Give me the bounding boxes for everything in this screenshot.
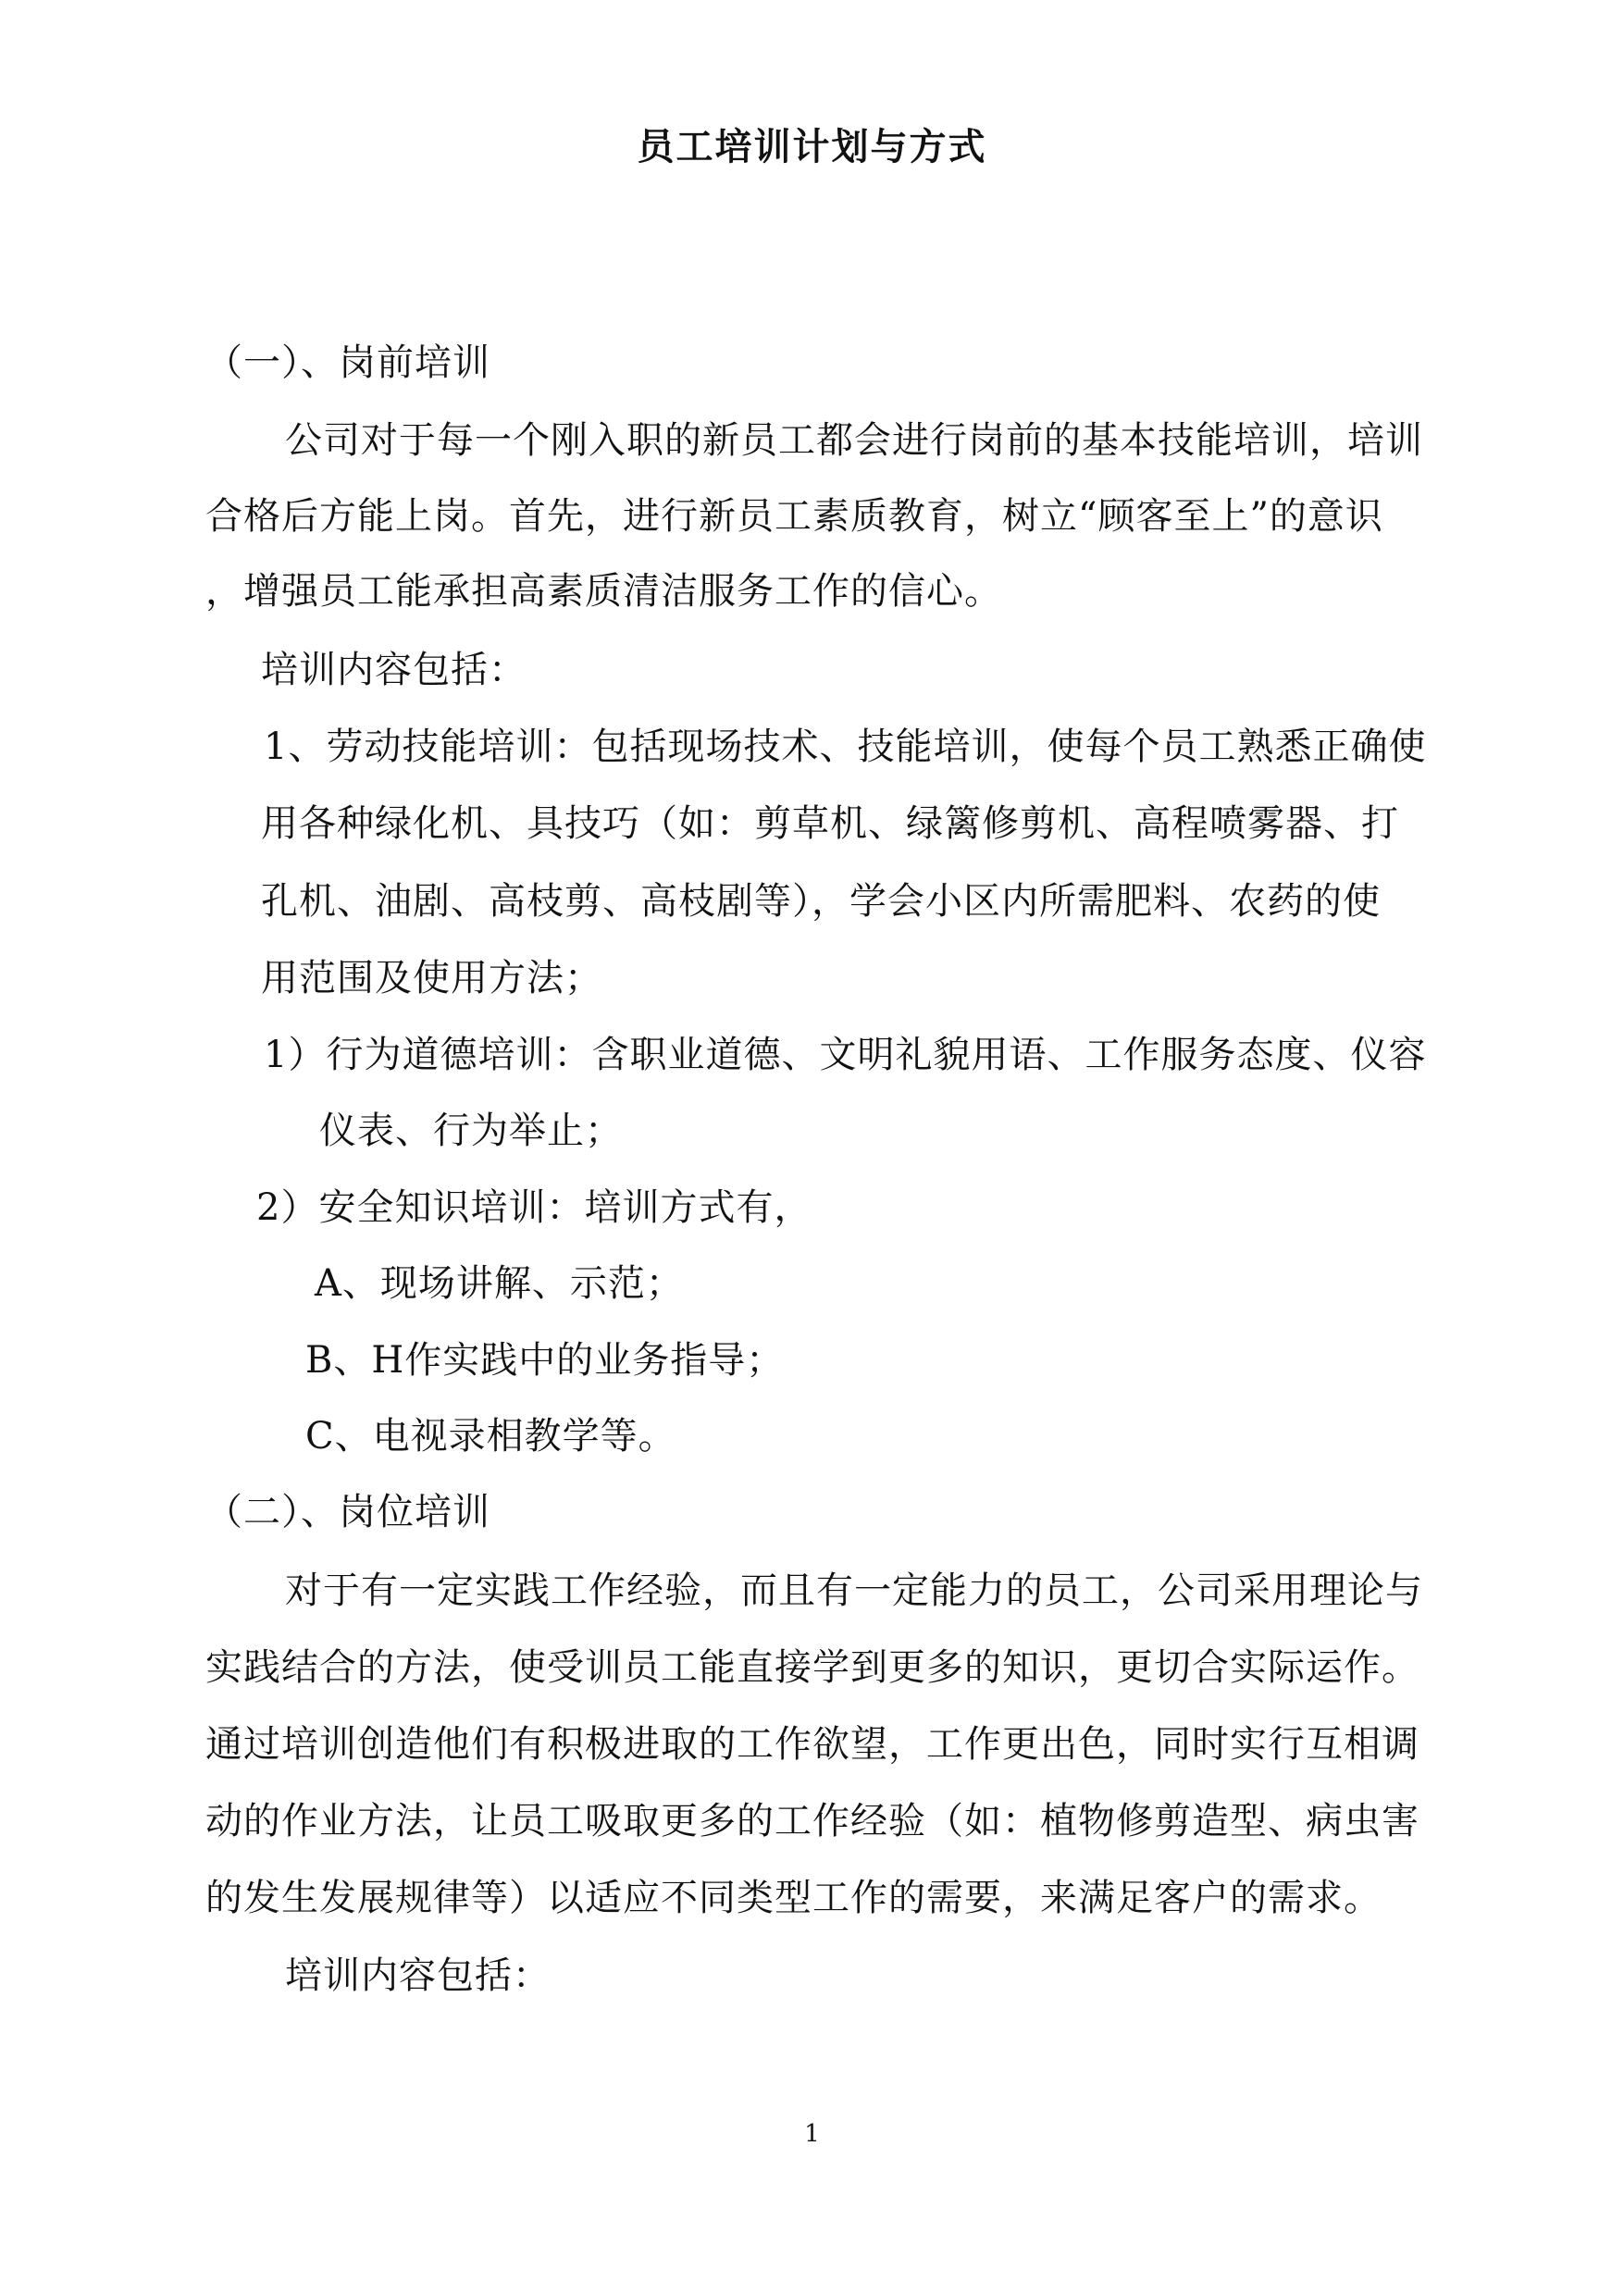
list-item-line: 1）行为道德培训：含职业道德、文明礼貌用语、工作服务态度、仪容	[264, 1034, 1427, 1076]
list-item-line: 仪表、行为举止；	[319, 1110, 623, 1152]
list-item-line: 用各种绿化机、具技巧（如：剪草机、绿篱修剪机、高程喷雾器、打	[261, 802, 1399, 845]
list-item-line: 2）安全知识培训：培训方式有，	[256, 1186, 812, 1229]
paragraph-line: 实践结合的方法，使受训员工能直接学到更多的知识，更切合实际运作。	[205, 1646, 1419, 1689]
content-label: 培训内容包括：	[261, 649, 527, 691]
method-item: B、H作实践中的业务指导；	[305, 1339, 785, 1382]
page-number: 1	[804, 2120, 820, 2148]
method-item: C、电视录相教学等。	[305, 1415, 676, 1458]
content-label: 培训内容包括：	[285, 1954, 551, 1997]
paragraph-line: 公司对于每一个刚入职的新员工都会进行岗前的基本技能培训，培训	[285, 419, 1423, 462]
paragraph-line: ，增强员工能承担高素质清洁服务工作的信心。	[205, 570, 1002, 613]
document-title: 员工培训计划与方式	[637, 125, 987, 168]
list-item-line: 孔机、油剧、高枝剪、高枝剧等），学会小区内所需肥料、农药的使	[261, 880, 1381, 923]
paragraph-line: 通过培训创造他们有积极进取的工作欲望，工作更出色，同时实行互相调	[205, 1723, 1419, 1766]
list-item-line: 1、劳动技能培训：包括现场技术、技能培训，使每个员工熟悉正确使	[264, 726, 1427, 768]
method-item: A、现场讲解、示范；	[315, 1262, 684, 1305]
paragraph-line: 动的作业方法，让员工吸取更多的工作经验（如：植物修剪造型、病虫害	[205, 1800, 1419, 1842]
paragraph-line: 的发生发展规律等）以适应不同类型工作的需要，来满足客户的需求。	[205, 1877, 1382, 1919]
section-heading-on-job-training: （二）、岗位培训	[205, 1491, 490, 1533]
paragraph-line: 合格后方能上岗。首先，进行新员工素质教育，树立“顾客至上”的意识	[205, 495, 1383, 538]
paragraph-line: 对于有一定实践工作经验，而且有一定能力的员工，公司采用理论与	[285, 1569, 1423, 1612]
section-heading-pre-job-training: （一）、岗前培训	[205, 341, 490, 384]
list-item-line: 用范围及使用方法；	[261, 957, 602, 999]
